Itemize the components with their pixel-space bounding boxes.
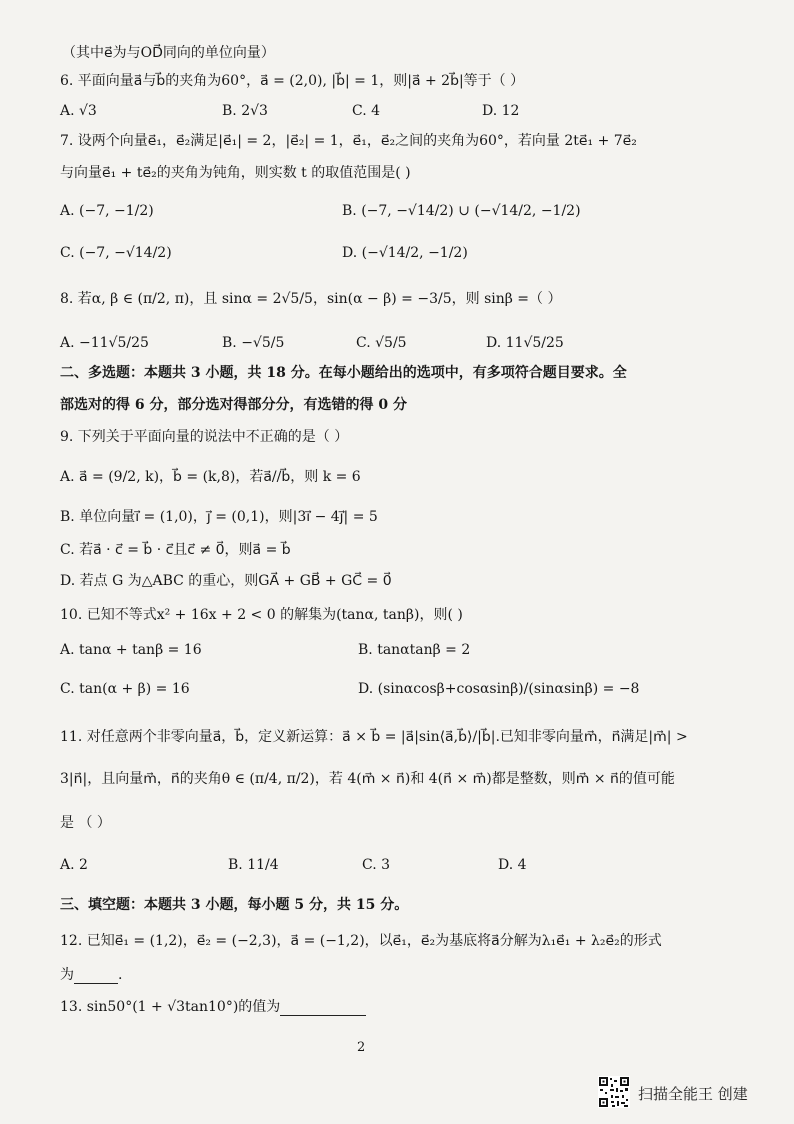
q9-option-b: B. 单位向量i⃗ = (1,0)，j⃗ = (0,1)，则|3i⃗ − 4j⃗| = 5 <box>60 509 378 525</box>
question-6: 6. 平面向量a⃗与b⃗的夹角为60°，a⃗ = (2,0), |b⃗| = 1，则|a⃗ + 2b⃗|等于（ ） <box>60 73 525 89</box>
question-12-line-1: 12. 已知e⃗₁ = (1,2)，e⃗₂ = (−2,3)，a⃗ = (−1,2)，以e⃗₁，e⃗₂为基底将a⃗分解为λ₁e⃗₁ + λ₂e⃗₂的形式 <box>60 933 662 949</box>
section-3-heading: 三、填空题：本题共 3 小题，每小题 5 分，共 15 分。 <box>60 897 409 913</box>
q9-option-c: C. 若a⃗ · c⃗ = b⃗ · c⃗且c⃗ ≠ 0⃗，则a⃗ = b⃗ <box>60 542 291 558</box>
q10-option-a: A. tanα + tanβ = 16 <box>60 642 202 658</box>
q7-option-b: B. (−7, −√14/2) ∪ (−√14/2, −1/2) <box>342 203 581 219</box>
question-7-line-2: 与向量e⃗₁ + te⃗₂的夹角为钝角，则实数 t 的取值范围是( ) <box>60 165 411 181</box>
question-13 <box>60 998 366 1016</box>
q6-option-d: D. 12 <box>482 103 520 119</box>
q10-option-c: C. tan(α + β) = 16 <box>60 681 190 697</box>
q11-option-b: B. 11/4 <box>228 857 279 873</box>
q7-option-d: D. (−√14/2, −1/2) <box>342 245 468 261</box>
page-number: 2 <box>357 1040 366 1055</box>
question-7-line-1: 7. 设两个向量e⃗₁，e⃗₂满足|e⃗₁| = 2，|e⃗₂| = 1，e⃗₁，e⃗₂之间的夹角为60°，若向量 2te⃗₁ + 7e⃗₂ <box>60 133 637 149</box>
scanner-text: 扫描全能王 创建 <box>638 1085 748 1103</box>
qr-code-icon <box>598 1076 630 1108</box>
q11-option-c: C. 3 <box>362 857 391 873</box>
q8-option-d: D. 11√5/25 <box>486 335 564 351</box>
question-8: 8. 若α, β ∈ (π/2, π)，且 sinα = 2√5/5，sin(α − β) = −3/5，则 sinβ =（ ） <box>60 291 562 307</box>
question-12-line-2: 为 . <box>60 967 123 983</box>
q6-option-c: C. 4 <box>352 103 381 119</box>
q7-option-c: C. (−7, −√14/2) <box>60 245 172 261</box>
q7-option-a: A. (−7, −1/2) <box>60 203 154 219</box>
q9-option-a: A. a⃗ = (9/2, k)，b⃗ = (k,8)，若a⃗//b⃗，则 k = 6 <box>60 469 361 485</box>
answer-blank-13[interactable] <box>280 1001 366 1016</box>
question-10: 10. 已知不等式x² + 16x + 2 < 0 的解集为(tanα, tanβ)，则( ) <box>60 607 463 623</box>
answer-blank-12[interactable] <box>74 969 118 984</box>
question-11-line-2: 3|n⃗|，且向量m⃗，n⃗的夹角θ ∈ (π/4, π/2)，若 4(m⃗ × n⃗)和 4(n⃗ × m⃗)都是整数，则m⃗ × n⃗的值可能 <box>60 771 675 787</box>
question-11-line-3: 是 （ ） <box>60 815 111 831</box>
q11-option-d: D. 4 <box>498 857 527 873</box>
q11-option-a: A. 2 <box>60 857 88 873</box>
q8-option-b: B. −√5/5 <box>222 335 285 351</box>
q9-option-d: D. 若点 G 为△ABC 的重心，则GA⃗ + GB⃗ + GC⃗ = 0⃗ <box>60 573 392 589</box>
section-2-heading-line-2: 部选对的得 6 分，部分选对得部分分，有选错的得 0 分 <box>60 397 407 413</box>
q8-option-a: A. −11√5/25 <box>60 335 149 351</box>
unit-vector-note: （其中e⃗为与OD⃗同向的单位向量） <box>62 45 275 61</box>
section-2-heading-line-1: 二、多选题：本题共 3 小题，共 18 分。在每小题给出的选项中，有多项符合题目要求。全 <box>60 365 627 381</box>
q6-option-a: A. √3 <box>60 103 97 119</box>
q10-option-b: B. tanαtanβ = 2 <box>358 642 471 658</box>
question-11-line-1: 11. 对任意两个非零向量a⃗，b⃗，定义新运算：a⃗ × b⃗ = |a⃗|sin⟨a⃗,b⃗⟩/|b⃗|.已知非零向量m⃗，n⃗满足|m⃗| > <box>60 729 688 745</box>
q10-option-d: D. (sinαcosβ+cosαsinβ)/(sinαsinβ) = −8 <box>358 681 640 697</box>
question-13-text: 13. sin50°(1 + √3tan10°)的值为 <box>60 999 281 1015</box>
q6-option-b: B. 2√3 <box>222 103 268 119</box>
scanner-watermark <box>598 1076 778 1110</box>
question-12-answer-prefix: 为 <box>60 967 74 983</box>
question-9: 9. 下列关于平面向量的说法中不正确的是（ ） <box>60 429 349 445</box>
q8-option-c: C. √5/5 <box>356 335 407 351</box>
